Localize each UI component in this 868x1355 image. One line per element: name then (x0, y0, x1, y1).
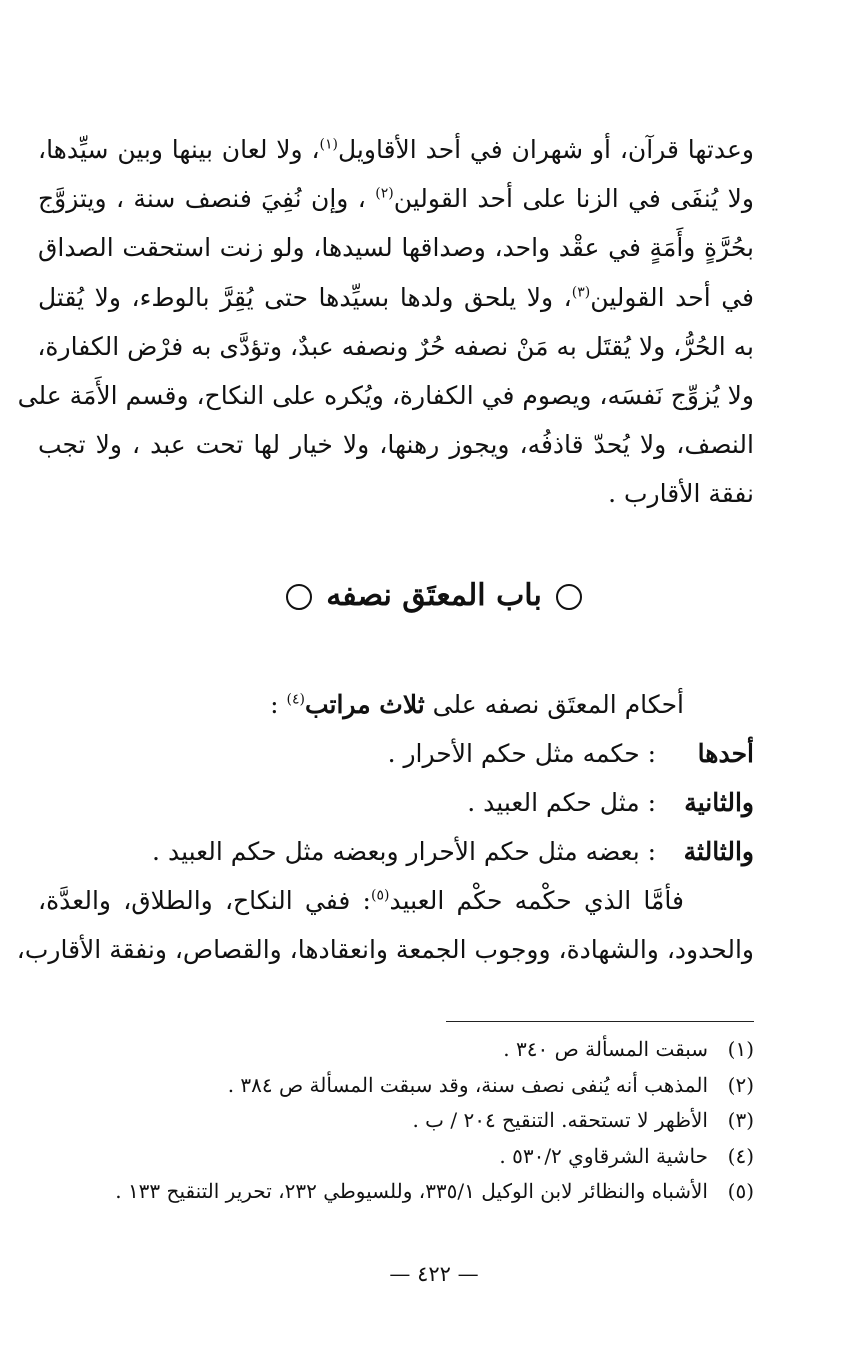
text-segment: : ففي النكاح، والطلاق، والعدَّة، (38, 886, 371, 915)
footnote-text: حاشية الشرقاوي ٥٣٠/٢ . (499, 1143, 708, 1168)
text-segment: ولا يُنفَى في الزنا على أحد القولين (393, 184, 754, 214)
rank-term: والثانية (684, 788, 754, 817)
footnote-number: (٢) (727, 1072, 754, 1097)
section-body (16, 680, 754, 974)
footnote-item (30, 1068, 754, 1104)
text-segment: به الحُرُّ، ولا يُقتَل به مَنْ نصفه حُرٌ ونصفه عبدٌ، وتؤدَّى به فرْض الكفارة، (37, 331, 754, 361)
text-line (16, 925, 754, 974)
text-segment: في أحد القولين (590, 282, 754, 312)
text-segment: : (270, 690, 287, 719)
footnotes (30, 1032, 754, 1210)
rank-text: : بعضه مثل حكم الأحرار وبعضه مثل حكم العبيد . (152, 837, 664, 866)
section-heading-text: باب المعتَق نصفه (326, 578, 542, 613)
footnote-item (30, 1103, 754, 1139)
rank-item (38, 729, 754, 778)
rank-term: والثالثة (683, 837, 754, 866)
footnote-item (30, 1174, 754, 1210)
footnote-text: الأشباه والنظائر لابن الوكيل ٣٣٥/١، وللسيوطي ٢٣٢، تحرير التنقيح ١٣٣ . (115, 1179, 708, 1203)
text-line (17, 371, 754, 420)
text-line (38, 469, 754, 518)
rank-text: : حكمه مثل حكم الأحرار . (387, 739, 664, 768)
footnote-item (30, 1032, 754, 1068)
rank-item (38, 827, 754, 876)
footnote-text: سبقت المسألة ص ٣٤٠ . (503, 1037, 708, 1061)
text-line (38, 876, 754, 925)
text-segment: فأمَّا الذي حكْمه حكْم العبيد (389, 886, 684, 915)
footnote-text: الأظهر لا تستحقه. التنقيح ٢٠٤ / ب . (412, 1108, 708, 1132)
page-number: — ٤٢٢ — (389, 1262, 479, 1286)
text-line (38, 420, 754, 469)
text-segment: والحدود، والشهادة، ووجوب الجمعة وانعقادها، والقصاص، ونفقة الأقارب، (16, 935, 754, 964)
circle-ornament-icon (556, 584, 582, 610)
text-line (38, 223, 754, 272)
text-segment: نفقة الأقارب . (608, 479, 754, 509)
footnote-ref[interactable]: (٤) (286, 691, 305, 708)
circle-ornament-icon (286, 584, 312, 610)
footnote-divider (446, 1021, 754, 1022)
rank-item (38, 778, 754, 827)
footnote-ref[interactable]: (٥) (370, 887, 390, 904)
rank-text: : مثل حكم العبيد . (467, 788, 664, 817)
footnote-number: (٤) (727, 1143, 754, 1168)
text-segment: ، ولا لعان بينها وبين سيِّدها، (38, 135, 320, 164)
footnote-ref[interactable]: (٢) (375, 185, 394, 202)
footnote-item (30, 1139, 754, 1175)
text-line (38, 322, 754, 371)
text-segment: ، ولا يلحق ولدها بسيِّدها حتى يُقِرَّ بالوطء، ولا يُقتل (38, 282, 572, 312)
text-segment: بحُرَّةٍ وأَمَةٍ في عقْد واحد، وصداقها لسيدها، ولو زنت استحقت الصداق (38, 233, 754, 263)
bold-phrase: ثلاث مراتب (304, 690, 425, 719)
footnote-ref[interactable]: (١) (319, 136, 338, 153)
text-segment: ولا يُزوِّج نَفسَه، ويصوم في الكفارة، ويُكره على النكاح، وقسم الأَمَة على (17, 381, 754, 411)
footnote-number: (١) (727, 1037, 754, 1061)
section-heading (0, 578, 868, 613)
text-segment: ، وإن نُفِيَ فنصف سنة ، ويتزوَّج (38, 184, 376, 214)
footnote-text: المذهب أنه يُنفى نصف سنة، وقد سبقت المسألة ص ٣٨٤ . (227, 1072, 708, 1097)
text-line (38, 125, 754, 174)
text-segment: أحكام المعتَق نصفه على (424, 690, 684, 719)
footnote-ref[interactable]: (٣) (571, 284, 591, 301)
footnote-number: (٥) (727, 1179, 754, 1203)
main-paragraph (17, 125, 754, 519)
text-segment: النصف، ولا يُحدّ قاذفُه، ويجوز رهنها، ولا خيار لها تحت عبد ، ولا تجب (38, 430, 754, 460)
text-line (38, 174, 754, 223)
intro-line (38, 680, 754, 729)
text-line (38, 273, 754, 322)
footnote-number: (٣) (727, 1108, 754, 1132)
text-segment: وعدتها قرآن، أو شهران في أحد الأقاويل (338, 135, 754, 164)
rank-term: أحدها (697, 739, 754, 768)
